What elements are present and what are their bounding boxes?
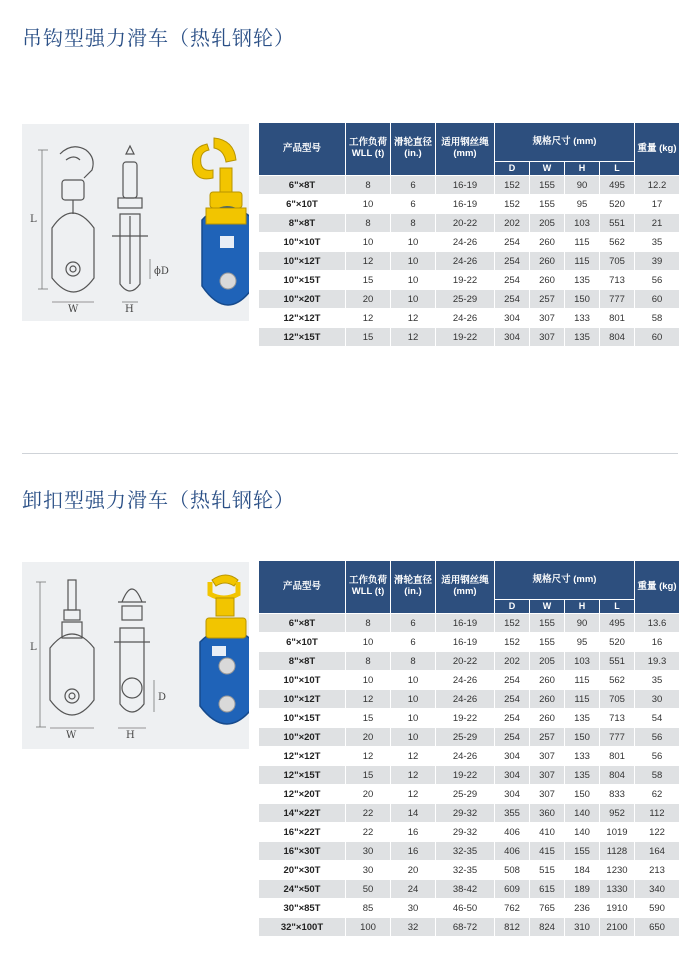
header-wll: 工作负荷 WLL (t) (346, 561, 390, 613)
cell-d: 304 (495, 747, 529, 765)
cell-model: 12"×12T (259, 747, 345, 765)
cell-w: 260 (530, 271, 564, 289)
cell-model: 20"×30T (259, 861, 345, 879)
cell-model: 16"×30T (259, 842, 345, 860)
cell-wll: 10 (346, 671, 390, 689)
table-row (259, 328, 679, 346)
cell-wll: 10 (346, 633, 390, 651)
cell-d: 152 (495, 614, 529, 632)
cell-h: 95 (565, 633, 599, 651)
cell-rope: 16-19 (436, 633, 494, 651)
cell-wheel-diameter: 10 (391, 252, 435, 270)
cell-model: 8"×8T (259, 652, 345, 670)
cell-w: 205 (530, 214, 564, 232)
cell-rope: 25-29 (436, 728, 494, 746)
cell-wheel-diameter: 6 (391, 195, 435, 213)
table-row (259, 861, 679, 879)
cell-wheel-diameter: 12 (391, 766, 435, 784)
cell-h: 95 (565, 195, 599, 213)
cell-w: 515 (530, 861, 564, 879)
cell-weight: 35 (635, 233, 679, 251)
cell-wll: 8 (346, 614, 390, 632)
table-row (259, 728, 679, 746)
cell-model: 8"×8T (259, 214, 345, 232)
cell-weight: 16 (635, 633, 679, 651)
cell-h: 115 (565, 233, 599, 251)
cell-w: 307 (530, 747, 564, 765)
header-dimensions: 规格尺寸 (mm) (495, 561, 634, 599)
cell-weight: 62 (635, 785, 679, 803)
cell-l: 801 (600, 747, 634, 765)
cell-l: 1330 (600, 880, 634, 898)
shackle-pulley-illustration (22, 562, 249, 749)
cell-h: 90 (565, 176, 599, 194)
dimension-label-d: D (158, 692, 167, 703)
cell-l: 705 (600, 252, 634, 270)
cell-h: 90 (565, 614, 599, 632)
dimension-label-w: W (68, 304, 79, 315)
table-row (259, 309, 679, 327)
cell-h: 133 (565, 747, 599, 765)
header-dimensions: 规格尺寸 (mm) (495, 123, 634, 161)
cell-model: 12"×12T (259, 309, 345, 327)
table-row (259, 195, 679, 213)
cell-h: 135 (565, 271, 599, 289)
cell-rope: 24-26 (436, 252, 494, 270)
cell-w: 765 (530, 899, 564, 917)
cell-w: 260 (530, 690, 564, 708)
cell-h: 103 (565, 652, 599, 670)
cell-model: 10"×10T (259, 233, 345, 251)
cell-weight: 39 (635, 252, 679, 270)
cell-w: 155 (530, 614, 564, 632)
cell-wheel-diameter: 10 (391, 271, 435, 289)
cell-wheel-diameter: 32 (391, 918, 435, 936)
cell-rope: 20-22 (436, 214, 494, 232)
cell-l: 562 (600, 233, 634, 251)
dimension-label-phi-d: ϕD (154, 266, 169, 277)
cell-l: 1128 (600, 842, 634, 860)
cell-l: 801 (600, 309, 634, 327)
cell-d: 254 (495, 233, 529, 251)
cell-weight: 21 (635, 214, 679, 232)
cell-weight: 12.2 (635, 176, 679, 194)
cell-rope: 16-19 (436, 195, 494, 213)
cell-weight: 590 (635, 899, 679, 917)
cell-h: 115 (565, 252, 599, 270)
cell-h: 133 (565, 309, 599, 327)
cell-wheel-diameter: 16 (391, 842, 435, 860)
header-weight: 重量 (kg) (635, 561, 679, 613)
cell-h: 135 (565, 328, 599, 346)
cell-d: 152 (495, 176, 529, 194)
header-wll: 工作负荷 WLL (t) (346, 123, 390, 175)
cell-d: 254 (495, 709, 529, 727)
cell-wheel-diameter: 12 (391, 309, 435, 327)
cell-rope: 24-26 (436, 233, 494, 251)
table-row (259, 823, 679, 841)
cell-rope: 25-29 (436, 785, 494, 803)
cell-model: 10"×12T (259, 252, 345, 270)
cell-weight: 58 (635, 766, 679, 784)
cell-h: 155 (565, 842, 599, 860)
cell-wheel-diameter: 6 (391, 614, 435, 632)
cell-d: 202 (495, 652, 529, 670)
header-l: L (600, 162, 634, 175)
cell-l: 520 (600, 195, 634, 213)
cell-wll: 30 (346, 861, 390, 879)
cell-wheel-diameter: 12 (391, 328, 435, 346)
cell-wheel-diameter: 8 (391, 214, 435, 232)
cell-h: 150 (565, 785, 599, 803)
cell-h: 236 (565, 899, 599, 917)
cell-model: 6"×10T (259, 195, 345, 213)
cell-model: 6"×8T (259, 176, 345, 194)
cell-rope: 24-26 (436, 690, 494, 708)
product-image-shackle (22, 562, 249, 749)
cell-wheel-diameter: 10 (391, 690, 435, 708)
cell-h: 115 (565, 671, 599, 689)
cell-wll: 30 (346, 842, 390, 860)
cell-wll: 15 (346, 709, 390, 727)
header-h: H (565, 600, 599, 613)
cell-wheel-diameter: 8 (391, 652, 435, 670)
header-h: H (565, 162, 599, 175)
cell-wll: 8 (346, 652, 390, 670)
cell-wheel-diameter: 12 (391, 747, 435, 765)
cell-rope: 25-29 (436, 290, 494, 308)
cell-model: 10"×15T (259, 271, 345, 289)
cell-model: 10"×15T (259, 709, 345, 727)
cell-l: 713 (600, 709, 634, 727)
cell-l: 495 (600, 176, 634, 194)
table-row (259, 633, 679, 651)
cell-wll: 20 (346, 728, 390, 746)
header-model: 产品型号 (259, 561, 345, 613)
cell-w: 360 (530, 804, 564, 822)
cell-weight: 19.3 (635, 652, 679, 670)
cell-l: 705 (600, 690, 634, 708)
cell-wll: 12 (346, 252, 390, 270)
cell-rope: 46-50 (436, 899, 494, 917)
table-row (259, 671, 679, 689)
cell-d: 254 (495, 671, 529, 689)
cell-wheel-diameter: 10 (391, 709, 435, 727)
table-row (259, 842, 679, 860)
cell-l: 777 (600, 290, 634, 308)
cell-wheel-diameter: 20 (391, 861, 435, 879)
cell-weight: 340 (635, 880, 679, 898)
cell-l: 952 (600, 804, 634, 822)
cell-weight: 17 (635, 195, 679, 213)
table-row (259, 690, 679, 708)
cell-d: 304 (495, 766, 529, 784)
cell-model: 32"×100T (259, 918, 345, 936)
section-title-hook: 吊钩型强力滑车（热轧钢轮） (22, 26, 295, 50)
dimension-label-h: H (126, 730, 135, 741)
table-row (259, 233, 679, 251)
cell-weight: 13.6 (635, 614, 679, 632)
cell-weight: 164 (635, 842, 679, 860)
cell-h: 103 (565, 214, 599, 232)
cell-w: 257 (530, 290, 564, 308)
product-image-hook (22, 124, 249, 321)
cell-rope: 24-26 (436, 309, 494, 327)
cell-l: 777 (600, 728, 634, 746)
cell-weight: 60 (635, 290, 679, 308)
cell-wheel-diameter: 16 (391, 823, 435, 841)
cell-model: 10"×10T (259, 671, 345, 689)
table-row (259, 290, 679, 308)
cell-model: 30"×85T (259, 899, 345, 917)
cell-l: 2100 (600, 918, 634, 936)
cell-model: 6"×8T (259, 614, 345, 632)
cell-d: 254 (495, 728, 529, 746)
cell-rope: 19-22 (436, 709, 494, 727)
header-d: D (495, 600, 529, 613)
cell-h: 140 (565, 804, 599, 822)
header-wheel-diameter: 滑轮直径 (in.) (391, 123, 435, 175)
cell-l: 1230 (600, 861, 634, 879)
cell-d: 609 (495, 880, 529, 898)
table-row (259, 614, 679, 632)
cell-d: 152 (495, 195, 529, 213)
header-w: W (530, 600, 564, 613)
header-model: 产品型号 (259, 123, 345, 175)
cell-rope: 24-26 (436, 671, 494, 689)
table-row (259, 880, 679, 898)
cell-rope: 32-35 (436, 842, 494, 860)
cell-model: 10"×20T (259, 290, 345, 308)
header-rope: 适用钢丝绳 (mm) (436, 561, 494, 613)
cell-l: 833 (600, 785, 634, 803)
cell-rope: 16-19 (436, 176, 494, 194)
cell-weight: 56 (635, 728, 679, 746)
cell-wll: 8 (346, 214, 390, 232)
cell-wll: 15 (346, 766, 390, 784)
cell-w: 260 (530, 252, 564, 270)
cell-weight: 35 (635, 671, 679, 689)
header-wheel-diameter: 滑轮直径 (in.) (391, 561, 435, 613)
cell-w: 410 (530, 823, 564, 841)
cell-wheel-diameter: 14 (391, 804, 435, 822)
table-row (259, 804, 679, 822)
cell-model: 24"×50T (259, 880, 345, 898)
cell-w: 307 (530, 785, 564, 803)
cell-w: 260 (530, 709, 564, 727)
table-body-hook (259, 176, 679, 346)
cell-l: 520 (600, 633, 634, 651)
cell-d: 152 (495, 633, 529, 651)
cell-l: 1910 (600, 899, 634, 917)
cell-w: 155 (530, 195, 564, 213)
cell-wll: 20 (346, 785, 390, 803)
dimension-label-l: L (30, 642, 37, 653)
cell-l: 804 (600, 328, 634, 346)
cell-wll: 10 (346, 195, 390, 213)
cell-model: 10"×12T (259, 690, 345, 708)
cell-wll: 10 (346, 233, 390, 251)
cell-w: 155 (530, 176, 564, 194)
cell-d: 304 (495, 785, 529, 803)
cell-w: 260 (530, 671, 564, 689)
table-row (259, 214, 679, 232)
cell-w: 824 (530, 918, 564, 936)
cell-d: 355 (495, 804, 529, 822)
header-w: W (530, 162, 564, 175)
section-title-shackle: 卸扣型强力滑车（热轧钢轮） (22, 488, 295, 512)
cell-wll: 15 (346, 328, 390, 346)
cell-h: 310 (565, 918, 599, 936)
cell-h: 150 (565, 290, 599, 308)
cell-wheel-diameter: 30 (391, 899, 435, 917)
header-weight: 重量 (kg) (635, 123, 679, 175)
cell-model: 10"×20T (259, 728, 345, 746)
cell-d: 508 (495, 861, 529, 879)
cell-wheel-diameter: 10 (391, 233, 435, 251)
cell-wll: 12 (346, 690, 390, 708)
cell-d: 304 (495, 328, 529, 346)
cell-wll: 100 (346, 918, 390, 936)
cell-d: 406 (495, 842, 529, 860)
table-row (259, 176, 679, 194)
table-row (259, 785, 679, 803)
cell-rope: 16-19 (436, 614, 494, 632)
cell-d: 254 (495, 690, 529, 708)
cell-weight: 56 (635, 747, 679, 765)
cell-wll: 50 (346, 880, 390, 898)
cell-weight: 60 (635, 328, 679, 346)
table-row (259, 271, 679, 289)
hook-pulley-illustration (22, 124, 249, 321)
cell-l: 804 (600, 766, 634, 784)
cell-l: 551 (600, 652, 634, 670)
cell-model: 14"×22T (259, 804, 345, 822)
cell-d: 812 (495, 918, 529, 936)
cell-model: 6"×10T (259, 633, 345, 651)
cell-model: 12"×15T (259, 766, 345, 784)
cell-wheel-diameter: 24 (391, 880, 435, 898)
cell-weight: 58 (635, 309, 679, 327)
cell-weight: 30 (635, 690, 679, 708)
cell-wll: 20 (346, 290, 390, 308)
cell-w: 415 (530, 842, 564, 860)
cell-wheel-diameter: 10 (391, 728, 435, 746)
table-row (259, 766, 679, 784)
cell-d: 406 (495, 823, 529, 841)
cell-h: 184 (565, 861, 599, 879)
cell-wll: 22 (346, 804, 390, 822)
cell-wll: 85 (346, 899, 390, 917)
cell-rope: 29-32 (436, 804, 494, 822)
cell-rope: 19-22 (436, 766, 494, 784)
cell-l: 713 (600, 271, 634, 289)
cell-d: 254 (495, 271, 529, 289)
cell-l: 551 (600, 214, 634, 232)
cell-d: 202 (495, 214, 529, 232)
table-body-shackle (259, 614, 679, 936)
cell-rope: 19-22 (436, 328, 494, 346)
cell-model: 12"×15T (259, 328, 345, 346)
cell-wheel-diameter: 6 (391, 176, 435, 194)
cell-l: 495 (600, 614, 634, 632)
cell-h: 140 (565, 823, 599, 841)
cell-weight: 650 (635, 918, 679, 936)
cell-rope: 19-22 (436, 271, 494, 289)
table-row (259, 709, 679, 727)
cell-wll: 22 (346, 823, 390, 841)
cell-w: 307 (530, 766, 564, 784)
cell-weight: 54 (635, 709, 679, 727)
cell-weight: 112 (635, 804, 679, 822)
cell-model: 16"×22T (259, 823, 345, 841)
cell-d: 762 (495, 899, 529, 917)
header-rope: 适用钢丝绳 (mm) (436, 123, 494, 175)
cell-wheel-diameter: 10 (391, 671, 435, 689)
cell-h: 189 (565, 880, 599, 898)
cell-l: 562 (600, 671, 634, 689)
cell-w: 155 (530, 633, 564, 651)
cell-w: 205 (530, 652, 564, 670)
cell-h: 115 (565, 690, 599, 708)
cell-wheel-diameter: 6 (391, 633, 435, 651)
cell-d: 304 (495, 309, 529, 327)
cell-h: 150 (565, 728, 599, 746)
cell-wll: 8 (346, 176, 390, 194)
cell-w: 257 (530, 728, 564, 746)
table-row (259, 652, 679, 670)
cell-rope: 38-42 (436, 880, 494, 898)
spec-table-hook (258, 122, 680, 347)
cell-rope: 68-72 (436, 918, 494, 936)
cell-rope: 20-22 (436, 652, 494, 670)
dimension-label-h: H (125, 304, 134, 315)
cell-w: 260 (530, 233, 564, 251)
cell-rope: 32-35 (436, 861, 494, 879)
cell-h: 135 (565, 709, 599, 727)
header-l: L (600, 600, 634, 613)
cell-d: 254 (495, 252, 529, 270)
cell-d: 254 (495, 290, 529, 308)
dimension-label-w: W (66, 730, 77, 741)
section-divider (22, 453, 678, 454)
cell-wheel-diameter: 10 (391, 290, 435, 308)
table-row (259, 918, 679, 936)
cell-wll: 15 (346, 271, 390, 289)
cell-w: 615 (530, 880, 564, 898)
cell-l: 1019 (600, 823, 634, 841)
cell-weight: 122 (635, 823, 679, 841)
cell-w: 307 (530, 328, 564, 346)
cell-w: 307 (530, 309, 564, 327)
header-d: D (495, 162, 529, 175)
table-row (259, 747, 679, 765)
spec-table-shackle (258, 560, 680, 937)
cell-rope: 24-26 (436, 747, 494, 765)
cell-rope: 29-32 (436, 823, 494, 841)
cell-model: 12"×20T (259, 785, 345, 803)
table-row (259, 899, 679, 917)
cell-h: 135 (565, 766, 599, 784)
dimension-label-l: L (30, 214, 37, 225)
cell-wll: 12 (346, 747, 390, 765)
cell-weight: 213 (635, 861, 679, 879)
cell-wll: 12 (346, 309, 390, 327)
cell-weight: 56 (635, 271, 679, 289)
table-row (259, 252, 679, 270)
cell-wheel-diameter: 12 (391, 785, 435, 803)
